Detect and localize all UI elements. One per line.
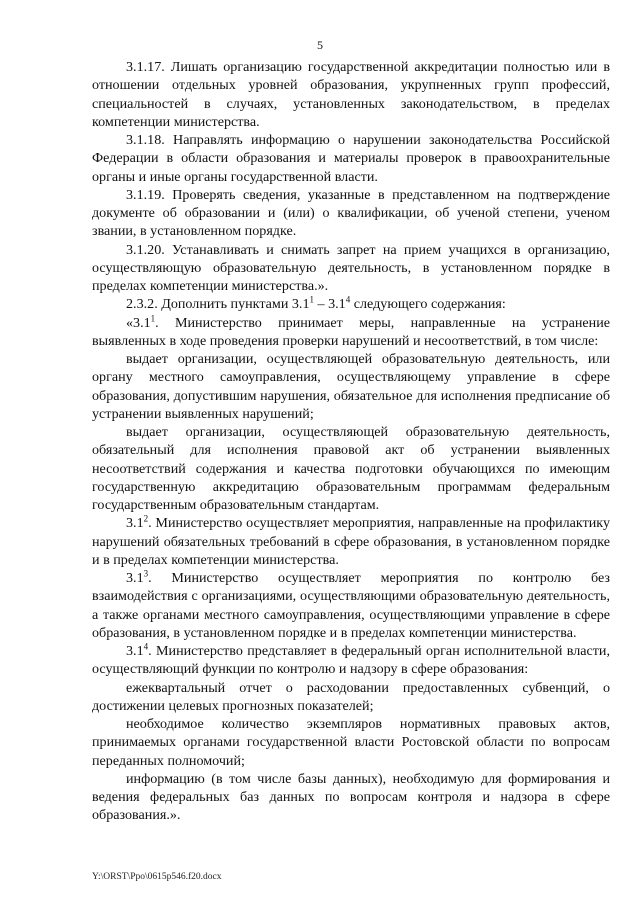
superscript: 1 bbox=[150, 312, 156, 323]
paragraph-3-1-17: 3.1.17. Лишать организацию государственной аккредитации полностью или в отношении отдельных уровней образования, укрупненных групп профессий, специальностей в случаях, установленных законодательством, в пределах компетенции министерства. bbox=[92, 59, 610, 130]
paragraph-issue-act: выдает организации, осуществляющей образовательную деятельность, обязательный для исполнения правовой акт об устранении выявленных несоответствий содержания и качества подготовки обучающихся по имеющим государственную аккредитацию образовательным программам федеральным государственным образовательным стандартам. bbox=[92, 424, 610, 513]
superscript: 3 bbox=[143, 568, 149, 579]
page-number: 5 bbox=[317, 38, 323, 52]
paragraph-3-1-sup2 bbox=[92, 514, 610, 569]
paragraph-3-1-19: 3.1.19. Проверять сведения, указанные в представленном на подтверждение документе об образовании и (или) о квалификации, об ученой степени, ученом звании, в установленном порядке. bbox=[92, 186, 610, 240]
paragraph-3-1-sup3 bbox=[92, 569, 610, 642]
clause-prefix: «3.1 bbox=[126, 314, 151, 331]
clause-prefix: 3.1 bbox=[126, 570, 144, 586]
paragraph-3-1-18: 3.1.18. Направлять информацию о нарушении законодательства Российской Федерации в области образования и материалы проверок в правоохранительные органы и иные органы государственной власти. bbox=[92, 132, 610, 185]
clause-text: . Министерство принимает меры, направленные на устранение выявленных в ходе проведения проверки нарушений и несоответствий, в том числе: bbox=[92, 314, 610, 349]
clause-text: . Министерство осуществляет мероприятия по контролю без взаимодействия с организациями, осуществляющими образовательную деятельность, а также органами местного самоуправления, осуществляющими управление в сфере образования, в установленном порядке и в пределах компетенции министерства. bbox=[92, 570, 610, 641]
paragraph-3-1-sup4 bbox=[92, 642, 610, 679]
paragraph-issue-order: выдает организации, осуществляющей образовательную деятельность, или органу местного самоуправления, осуществляющему управление в сфере образования, допустившим нарушения, обязательное для исполнения предписание об устранении выявленных нарушений; bbox=[92, 351, 610, 422]
superscript: 4 bbox=[143, 641, 149, 652]
clause-prefix: 3.1 bbox=[126, 515, 144, 532]
text-segment: 2.3.2. Дополнить пунктами 3.1 bbox=[126, 296, 310, 313]
paragraph-legal-acts: необходимое количество экземпляров нормативных правовых актов, принимаемых органами государственной власти Ростовской области по вопросам переданных полномочий; bbox=[92, 716, 610, 769]
paragraph-3-1-sup1 bbox=[92, 314, 610, 351]
superscript: 2 bbox=[143, 513, 149, 524]
text-segment: – 3.1 bbox=[314, 296, 346, 313]
clause-text: . Министерство представляет в федеральный орган исполнительной власти, осуществляющий функции по контролю и надзору в сфере образования: bbox=[92, 643, 610, 678]
text-segment: следующего содержания: bbox=[350, 296, 506, 313]
paragraph-2-3-2 bbox=[92, 295, 610, 313]
superscript: 1 bbox=[309, 294, 315, 305]
clause-prefix: 3.1 bbox=[126, 643, 144, 659]
document-body bbox=[92, 58, 610, 825]
paragraph-information: информацию (в том числе базы данных), необходимую для формирования и ведения федеральных баз данных по вопросам контроля и надзора в сфере образования.». bbox=[92, 770, 610, 824]
clause-text: . Министерство осуществляет мероприятия, направленные на профилактику нарушений обязательных требований в сфере образования, в установленном порядке и в пределах компетенции министерства. bbox=[92, 515, 610, 568]
paragraph-3-1-20: 3.1.20. Устанавливать и снимать запрет на прием учащихся в организацию, осуществляющую образовательную деятельность, в установленном порядке в пределах компетенции министерства.». bbox=[92, 241, 610, 294]
superscript: 4 bbox=[345, 294, 351, 305]
paragraph-quarterly-report: ежеквартальный отчет о расходовании предоставленных субвенций, о достижении целевых прогнозных показателей; bbox=[92, 679, 610, 714]
file-path-footer: Y:\ORST\Ppo\0615p546.f20.docx bbox=[92, 872, 222, 882]
